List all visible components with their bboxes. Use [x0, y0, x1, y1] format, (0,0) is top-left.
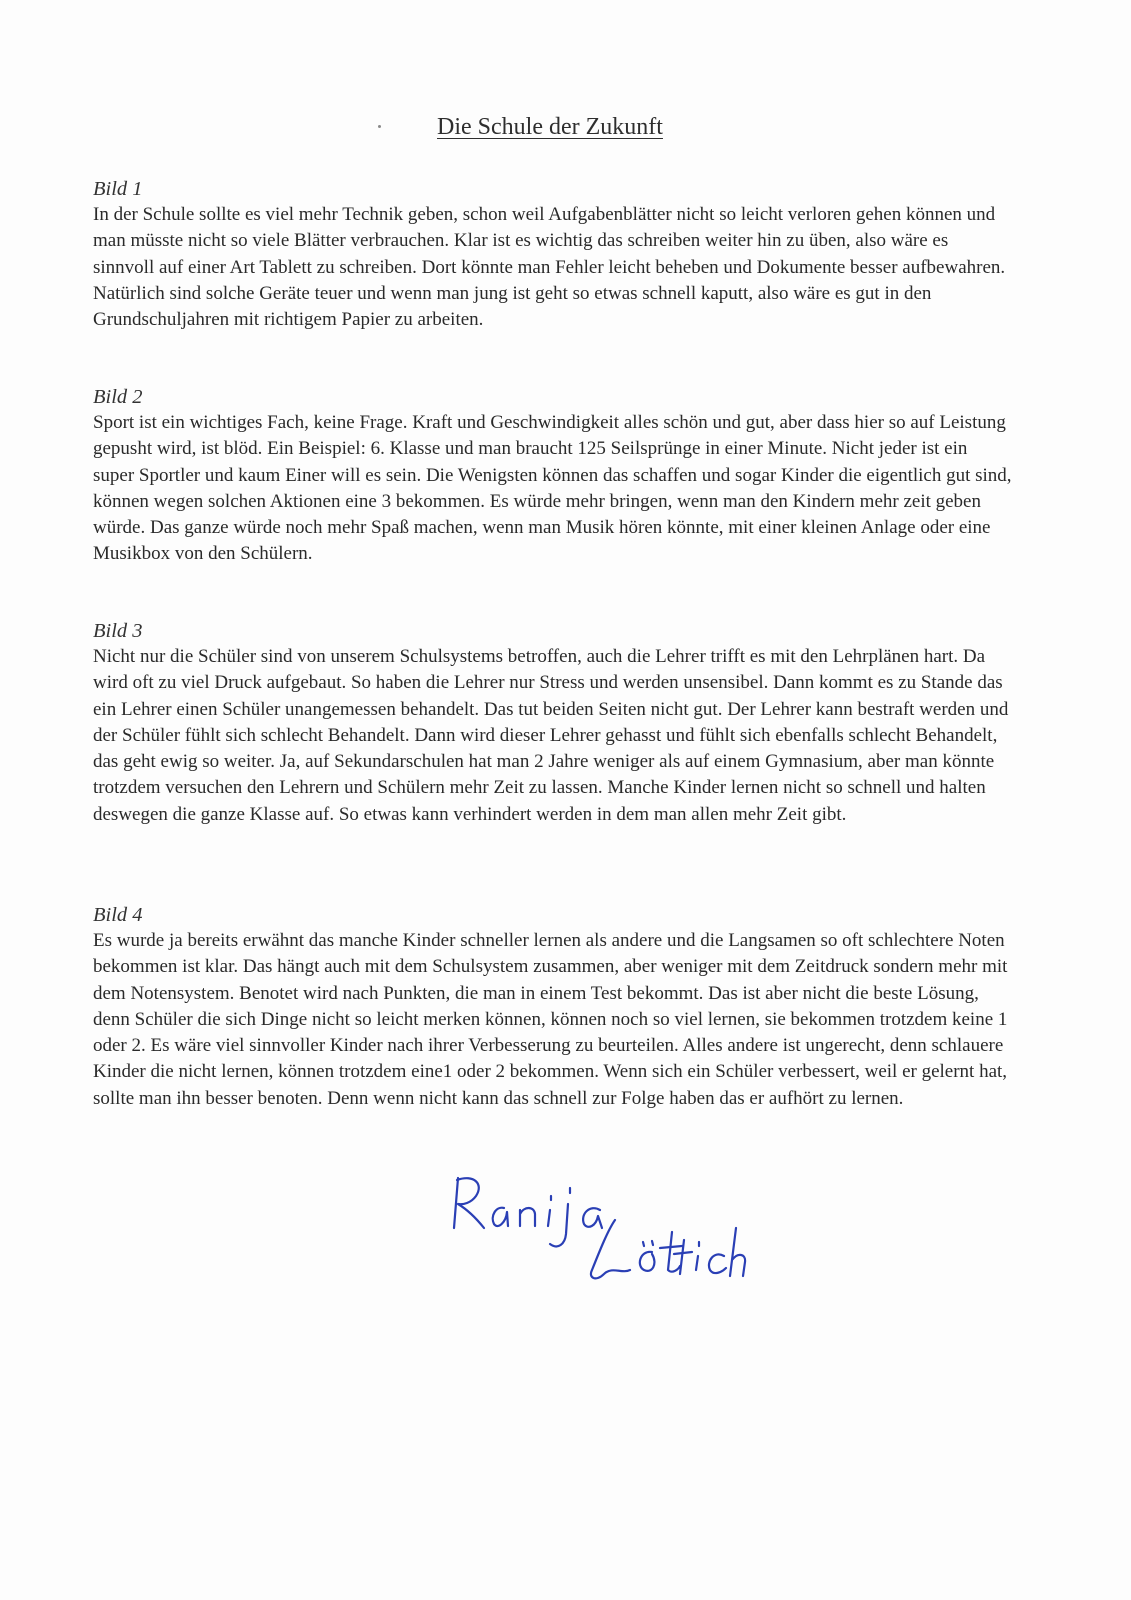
section-heading: Bild 1	[93, 178, 143, 200]
section-paragraph: Sport ist ein wichtiges Fach, keine Frage. Kraft und Geschwindigkeit alles schön und gut, aber dass hier so auf Leistung gepusht wird, ist blöd. Ein Beispiel: 6. Klasse und man braucht 125 Seilsprünge in einer Minute. Nicht jeder ist ein super Sportler und kaum Einer will es sein. Die Wenigsten können das schaffen und sogar Kinder die eigentlich gut sind, können wegen solchen Aktionen eine 3 bekommen. Es würde mehr bringen, wenn man den Kindern mehr zeit geben würde. Das ganze würde noch mehr Spaß machen, wenn man Musik hören könnte, mit einer kleinen Anlage oder eine Musikbox von den Schülern.	[93, 412, 1012, 565]
section-heading: Bild 4	[93, 904, 143, 926]
section-paragraph: In der Schule sollte es viel mehr Technik geben, schon weil Aufgabenblätter nicht so leicht verloren gehen können und man müsste nicht so viele Blätter verbrauchen. Klar ist es wichtig das schreiben weiter hin zu üben, also wäre es sinnvoll auf einer Art Tablett zu schreiben. Dort könnte man Fehler leicht beheben und Dokumente besser aufbewahren. Natürlich sind solche Geräte teuer und wenn man jung ist geht so etwas schnell kaputt, also wäre es gut in den Grundschuljahren mit richtigem Papier zu arbeiten.	[93, 204, 1006, 331]
section-paragraph: Es wurde ja bereits erwähnt das manche Kinder schneller lernen als andere und die Langsamen so oft schlechtere Noten bekommen ist klar. Das hängt auch mit dem Schulsystem zusammen, aber weniger mit dem Zeitdruck sondern mehr mit dem Notensystem. Benotet wird nach Punkten, die man in einem Test bekommt. Das ist aber nicht die beste Lösung, denn Schüler die sich Dinge nicht so leicht merken können, können noch so viel lernen, sie bekommen trotzdem keine 1 oder 2. Es wäre viel sinnvoller Kinder nach ihrer Verbesserung zu beurteilen. Alles andere ist ungerecht, denn schlauere Kinder die nicht lernen, können trotzdem eine1 oder 2 bekommen. Wenn sich ein Schüler verbessert, weil er gelernt hat, sollte man ihn besser benoten. Denn wenn nicht kann das schnell zur Folge haben das er aufhört zu lernen.	[93, 930, 1008, 1109]
section-bild-1	[93, 176, 1013, 333]
document-title: Die Schule der Zukunft	[437, 114, 663, 140]
section-heading: Bild 3	[93, 620, 143, 642]
section-bild-2	[93, 384, 1013, 568]
section-bild-4	[93, 902, 1013, 1112]
section-bild-3	[93, 618, 1013, 828]
handwritten-signature	[440, 1170, 750, 1300]
section-paragraph: Nicht nur die Schüler sind von unserem Schulsystems betroffen, auch die Lehrer trifft es mit den Lehrplänen hart. Da wird oft zu viel Druck aufgebaut. So haben die Lehrer nur Stress und werden unsensibel. Dann kommt es zu Stande das ein Lehrer einen Schüler unangemessen behandelt. Das tut beiden Seiten nicht gut. Der Lehrer kann bestraft werden und der Schüler fühlt sich schlecht Behandelt. Dann wird dieser Lehrer gehasst und fühlt sich ebenfalls schlecht Behandelt, das geht ewig so weiter. Ja, auf Sekundarschulen hat man 2 Jahre weniger als auf einem Gymnasium, aber man könnte trotzdem versuchen den Lehrern und Schülern mehr Zeit zu lassen. Manche Kinder lernen nicht so schnell und halten deswegen die ganze Klasse auf. So etwas kann verhindert werden in dem man allen mehr Zeit gibt.	[93, 646, 1009, 825]
section-heading: Bild 2	[93, 386, 143, 408]
